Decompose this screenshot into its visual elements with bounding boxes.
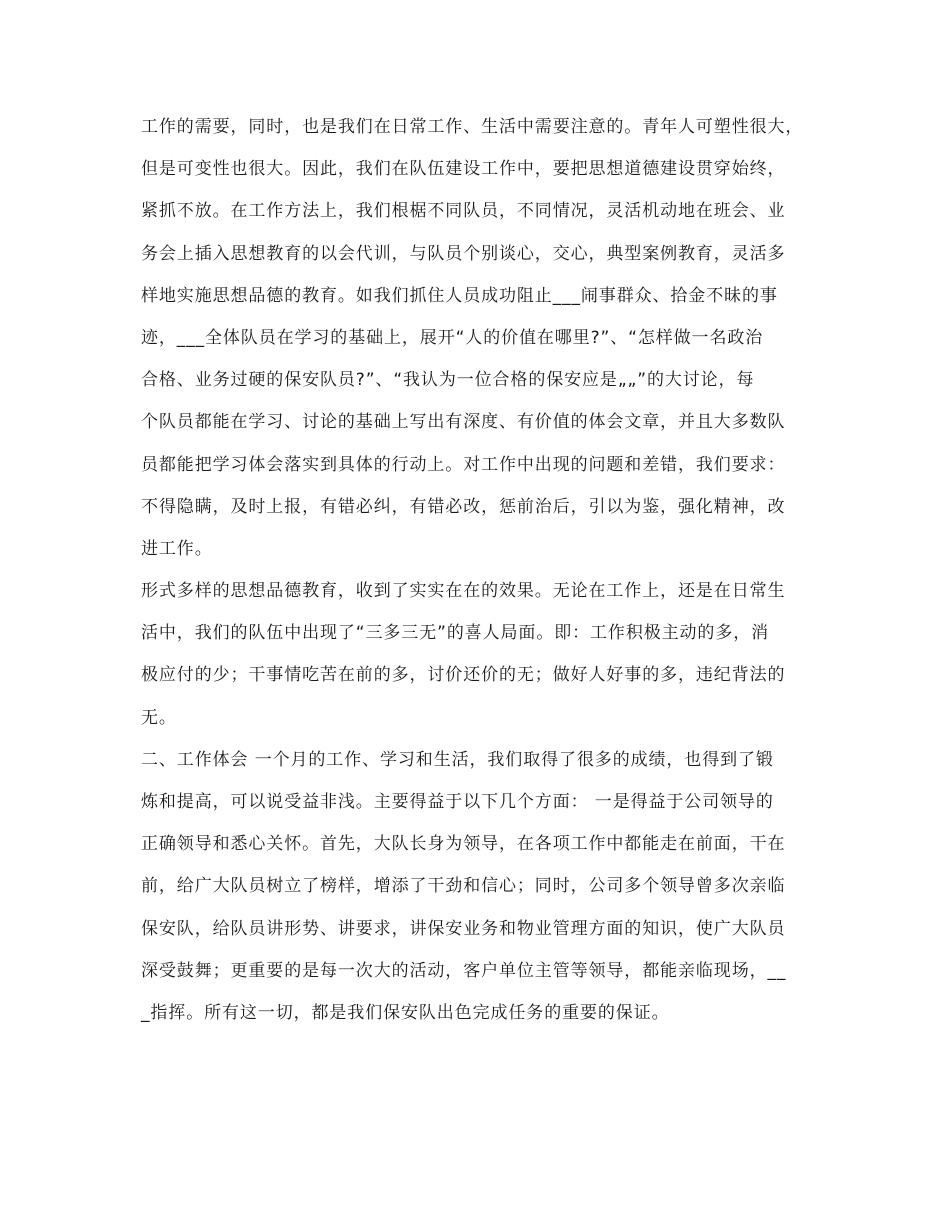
text-line: 工作的需要，同时，也是我们在日常工作、生活中需要注意的。青年人可塑性很大， [141, 117, 804, 137]
text-line: 前，给广大队员树立了榜样，增添了干劲和信心；同时，公司多个领导曾多次亲临 [141, 876, 786, 897]
text-line: _指挥。所有这一切，都是我们保安队出色完成任务的重要的保证。 [141, 1002, 670, 1023]
text-line: 极应付的少；干事情吃苦在前的多，讨价还价的无；做好人好事的多，违纪背法的 [141, 665, 786, 686]
text-line: 二、工作体会 一个月的工作、学习和生活，我们取得了很多的成绩，也得到了锻 [141, 749, 774, 770]
text-line: 样地实施思想品德的教育。如我们抓住人员成功阻止___闹事群众、拾金不昧的事 [141, 285, 778, 306]
text-line: 无。 [141, 707, 177, 728]
body-text [141, 106, 831, 1034]
text-line: 合格、业务过硬的保安队员?”、“我认为一位合格的保安应是„„”的大讨论，每 [141, 370, 755, 391]
text-line: 但是可变性也很大。因此，我们在队伍建设工作中，要把思想道德建设贯穿始终， [141, 159, 786, 180]
text-line: 个队员都能在学习、讨论的基础上写出有深度、有价值的体会文章，并且大多数队 [141, 412, 786, 433]
text-line: 员都能把学习体会落实到具体的行动上。对工作中出现的问题和差错，我们要求： [141, 454, 786, 475]
text-line: 紧抓不放。在工作方法上，我们根椐不同队员，不同情况，灵活机动地在班会、业 [141, 201, 786, 222]
text-line: 深受鼓舞；更重要的是每一次大的活动，客户单位主管等领导，都能亲临现场，__ [141, 960, 787, 981]
text-line: 保安队，给队员讲形势、讲要求，讲保安业务和物业管理方面的知识，使广大队员 [141, 918, 786, 939]
text-line: 务会上插入思想教育的以会代训，与队员个别谈心，交心，典型案例教育，灵活多 [141, 243, 786, 264]
text-line: 活中，我们的队伍中出现了“三多三无”的喜人局面。即：工作积极主动的多，消 [141, 623, 770, 644]
text-line: 形式多样的思想品德教育，收到了实实在在的效果。无论在工作上，还是在日常生 [141, 581, 786, 602]
text-line: 迹，___全体队员在学习的基础上，展开“人的价值在哪里?”、“怎样做一名政治 [141, 327, 764, 348]
text-line: 不得隐瞒，及时上报，有错必纠，有错必改，惩前治后，引以为鉴，强化精神，改 [141, 496, 786, 517]
text-line: 进工作。 [141, 538, 213, 559]
text-line: 正确领导和悉心关怀。首先，大队长身为领导，在各项工作中都能走在前面，干在 [141, 834, 786, 855]
text-line: 炼和提高，可以说受益非浅。主要得益于以下几个方面： 一是得益于公司领导的 [141, 792, 774, 812]
